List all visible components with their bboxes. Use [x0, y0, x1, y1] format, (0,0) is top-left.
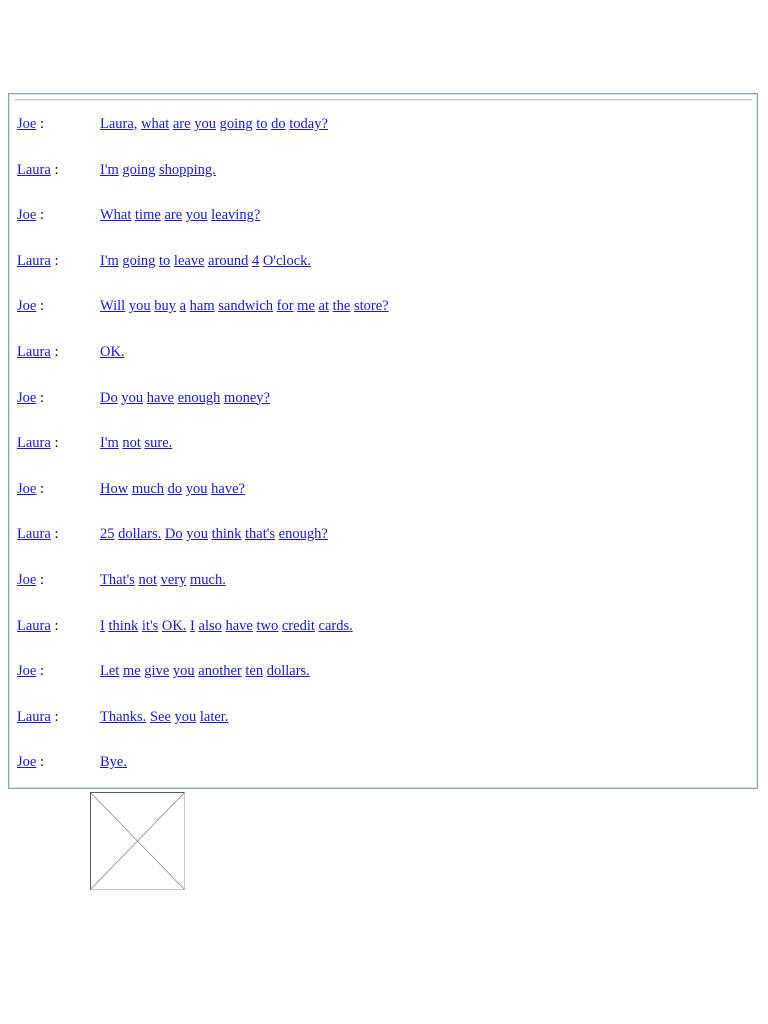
speaker-colon: : [39, 389, 44, 406]
dialogue-row [9, 341, 757, 363]
speaker-link[interactable]: Joe [17, 116, 37, 132]
word-link[interactable]: Bye. [100, 754, 127, 771]
word-link[interactable]: going [219, 116, 253, 132]
word-link[interactable]: leave [173, 252, 205, 269]
word-link[interactable]: credit [281, 617, 315, 634]
word-link[interactable]: me [297, 298, 315, 315]
dialogue-line [100, 478, 245, 500]
word-link[interactable]: have [225, 617, 253, 634]
word-link[interactable]: you [185, 207, 208, 224]
word-link[interactable]: going [122, 252, 156, 269]
dialogue-row [9, 204, 757, 226]
speaker-colon: : [54, 617, 59, 634]
speaker-cell [17, 432, 58, 454]
word-link[interactable]: around [208, 252, 249, 269]
speaker-cell [17, 250, 58, 272]
word-link[interactable]: you [194, 116, 216, 132]
word-link[interactable]: dollars. [266, 663, 310, 680]
dialogue-row [9, 250, 757, 272]
dialogue-line [100, 751, 127, 773]
dialogue-line [100, 523, 328, 545]
word-link[interactable]: two [256, 617, 279, 634]
word-link[interactable]: a [179, 298, 187, 315]
speaker-colon: : [39, 207, 44, 224]
word-link[interactable]: ten [245, 663, 264, 680]
speaker-colon: : [39, 663, 44, 680]
word-link[interactable]: Do [164, 526, 183, 543]
speaker-cell [17, 387, 44, 409]
word-link[interactable]: 4 [252, 252, 260, 269]
speaker-link[interactable]: Joe [17, 663, 37, 680]
word-link[interactable]: enough? [278, 526, 328, 543]
speaker-colon: : [39, 116, 44, 132]
word-link[interactable]: what [141, 116, 170, 132]
speaker-cell [17, 569, 44, 591]
word-link[interactable]: ham [189, 298, 215, 315]
speaker-link[interactable]: Joe [17, 207, 37, 224]
word-link[interactable]: Thanks. [100, 708, 147, 725]
dialogue-line [100, 295, 389, 317]
word-link[interactable]: much [131, 480, 165, 497]
word-link[interactable]: you [186, 526, 208, 543]
word-link[interactable]: Do [100, 389, 118, 406]
speaker-colon: : [54, 435, 59, 452]
speaker-cell [17, 295, 44, 317]
word-link[interactable]: very [160, 572, 187, 588]
word-link[interactable]: money? [224, 389, 270, 406]
word-link[interactable]: you [128, 298, 151, 315]
speaker-colon: : [54, 344, 59, 360]
word-link[interactable]: Laura, [100, 116, 138, 132]
dialogue-row [9, 615, 757, 637]
word-link[interactable]: Will [100, 298, 126, 315]
word-link[interactable]: I'm [100, 161, 119, 178]
word-link[interactable]: that's [245, 526, 276, 543]
dialogue-line [100, 706, 228, 728]
dialogue-row [9, 159, 757, 181]
word-link[interactable]: buy [154, 298, 176, 315]
word-link[interactable]: to [159, 252, 171, 269]
word-link[interactable]: me [122, 663, 141, 680]
word-link[interactable]: time [135, 207, 161, 224]
word-link[interactable]: going [122, 161, 156, 178]
word-link[interactable]: you [174, 708, 197, 725]
speaker-cell [17, 159, 58, 181]
word-link[interactable]: think [211, 526, 242, 543]
dialogue-row [9, 387, 757, 409]
word-link[interactable]: today? [289, 116, 328, 132]
word-link[interactable]: do [167, 480, 183, 497]
speaker-colon: : [54, 526, 59, 543]
dialogue-row [9, 432, 757, 454]
word-link[interactable]: store? [353, 298, 389, 315]
word-link[interactable]: not [122, 435, 141, 452]
speaker-link[interactable]: Laura [17, 708, 51, 725]
word-link[interactable]: think [108, 617, 139, 634]
dialogue-row [9, 660, 757, 682]
speaker-colon: : [39, 298, 44, 315]
speaker-colon: : [39, 572, 44, 588]
speaker-cell [17, 478, 44, 500]
dialogue-row [9, 523, 757, 545]
word-link[interactable]: Let [100, 663, 120, 680]
word-link[interactable]: the [332, 298, 351, 315]
word-link[interactable]: have? [211, 480, 245, 497]
word-link[interactable]: for [276, 298, 294, 315]
speaker-link[interactable]: Laura [17, 526, 51, 543]
dialogue-row [9, 751, 757, 773]
dialogue-line [100, 615, 353, 637]
word-link[interactable]: That's [100, 572, 135, 588]
word-link[interactable]: I'm [100, 252, 119, 269]
word-link[interactable]: I [100, 617, 105, 634]
word-link[interactable]: later. [199, 708, 229, 725]
speaker-colon: : [54, 708, 59, 725]
word-link[interactable]: enough [177, 389, 221, 406]
speaker-link[interactable]: Laura [17, 252, 51, 269]
speaker-cell [17, 660, 44, 682]
word-link[interactable]: O'clock. [262, 252, 312, 269]
dialogue-row [9, 569, 757, 591]
word-link[interactable]: are [172, 116, 191, 132]
word-link[interactable]: you [121, 389, 144, 406]
word-link[interactable]: cards. [318, 617, 353, 634]
word-link[interactable]: 25 [100, 526, 115, 543]
dialogue-line [100, 204, 260, 226]
word-link[interactable]: sandwich [218, 298, 273, 315]
dialogue-line [100, 660, 310, 682]
broken-image-icon [90, 792, 185, 890]
speaker-link[interactable]: Joe [17, 298, 37, 315]
dialogue-line [100, 250, 311, 272]
word-link[interactable]: I'm [100, 435, 119, 452]
speaker-link[interactable]: Laura [17, 161, 51, 178]
dialogue-line [100, 569, 226, 591]
speaker-cell [17, 204, 44, 226]
speaker-cell [17, 615, 58, 637]
word-link[interactable]: also [198, 617, 222, 634]
dialogue-frame [8, 93, 758, 789]
speaker-colon: : [54, 161, 59, 178]
dialogue-row [9, 478, 757, 500]
speaker-link[interactable]: Laura [17, 344, 51, 360]
speaker-cell [17, 751, 44, 773]
speaker-link[interactable]: Joe [17, 754, 37, 771]
word-link[interactable]: What [100, 207, 132, 224]
speaker-link[interactable]: Laura [17, 435, 51, 452]
speaker-cell [17, 706, 58, 728]
word-link[interactable]: much. [190, 572, 226, 588]
speaker-cell [17, 523, 58, 545]
speaker-colon: : [39, 754, 44, 771]
word-link[interactable]: another [198, 663, 242, 680]
speaker-link[interactable]: Joe [17, 572, 37, 588]
word-link[interactable]: leaving? [211, 207, 261, 224]
speaker-link[interactable]: Joe [17, 480, 37, 497]
word-link[interactable]: do [271, 116, 286, 132]
speaker-colon: : [54, 252, 59, 269]
word-link[interactable]: give [144, 663, 170, 680]
word-link[interactable]: OK. [161, 617, 187, 634]
dialogue-line [100, 387, 270, 409]
word-link[interactable]: dollars. [118, 526, 162, 543]
word-link[interactable]: to [256, 116, 268, 132]
dialogue-line [100, 341, 125, 363]
word-link[interactable]: How [100, 480, 129, 497]
word-link[interactable]: OK. [100, 344, 125, 360]
dialogue-line [100, 432, 172, 454]
speaker-colon: : [39, 480, 44, 497]
word-link[interactable]: it's [141, 617, 159, 634]
speaker-cell [17, 341, 58, 363]
word-link[interactable]: I [190, 617, 195, 634]
dialogue-list [9, 94, 757, 788]
word-link[interactable]: you [185, 480, 208, 497]
dialogue-line [100, 159, 216, 181]
dialogue-row [9, 295, 757, 317]
word-link[interactable]: sure. [144, 435, 173, 452]
word-link[interactable]: at [318, 298, 329, 315]
speaker-link[interactable]: Laura [17, 617, 51, 634]
word-link[interactable]: not [138, 572, 157, 588]
speaker-link[interactable]: Joe [17, 389, 37, 406]
word-link[interactable]: See [149, 708, 171, 725]
word-link[interactable]: shopping. [159, 161, 216, 178]
word-link[interactable]: are [164, 207, 183, 224]
dialogue-row [9, 113, 757, 135]
speaker-cell [17, 113, 44, 135]
dialogue-row [9, 706, 757, 728]
dialogue-line [100, 113, 328, 135]
word-link[interactable]: have [146, 389, 175, 406]
word-link[interactable]: you [172, 663, 195, 680]
